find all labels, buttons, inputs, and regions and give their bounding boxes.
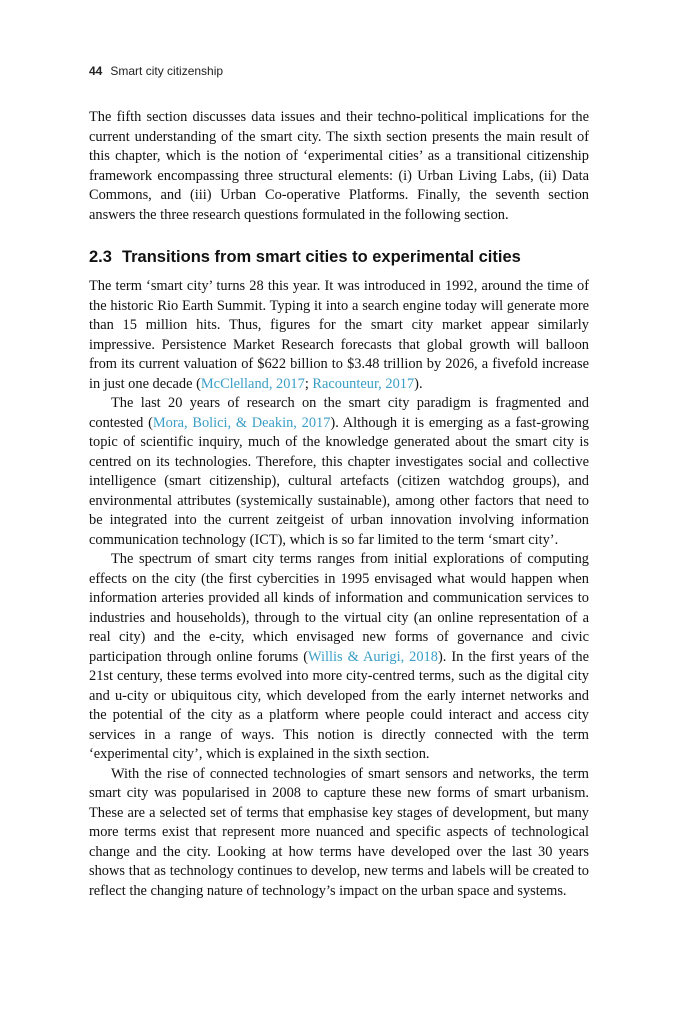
- section-number: 2.3: [89, 248, 112, 266]
- paragraph-4: With the rise of connected technologies of smart sensors and networks, the term smart city was popularised in 2008 to capture these new forms of smart urbanism. These are a selected set of terms that emphasise key stages of development, but many more terms exist that represent more nuanced and specific aspects of technological change and the city. Looking at how terms have developed over the last 30 years shows that as technology continues to develop, new terms and labels will be created to reflect the changing nature of technology’s impact on the urban space and systems.: [89, 765, 589, 899]
- section-heading: [89, 247, 589, 267]
- citation-mcclelland[interactable]: McClelland, 2017: [200, 375, 305, 392]
- intro-paragraph: The fifth section discusses data issues and their techno-political implications for the current understanding of the smart city. The sixth section presents the main result of this chapter, which is the notion of ‘experimental cities’ as a transitional citizenship framework encompassing three structural elements: (i) Urban Living Labs, (ii) Data Commons, and (iii) Urban Co-operative Platforms. Finally, the seventh section answers the three research questions formulated in the following section.: [89, 109, 589, 223]
- paragraph-3: The spectrum of smart city terms ranges from initial explorations of computing effects on the city (the first cybercities in 1995 envisaged what would happen when information arteries provided all kinds of information and communication services to industries and households), through to the virtual city (an online representation of a real city) and the e-city, which envisaged new forms of governance and civic participation through online forums (Willis & Aurigi, 2018). In the first years of the 21st century, these terms evolved into more city-centred terms, such as the digital city and u-city or ubiquitous city, which developed from the early internet networks and the potential of the city as a platform where people could interact and access city services in a range of ways. This notion is directly connected with the term ‘experimental city’, which is explained in the sixth section.: [89, 551, 589, 762]
- citation-racounteur[interactable]: Racounteur, 2017: [312, 375, 415, 392]
- running-header: [89, 64, 223, 78]
- running-title: Smart city citizenship: [110, 64, 224, 78]
- citation-willis[interactable]: Willis & Aurigi, 2018: [308, 648, 438, 665]
- body-text: [89, 108, 589, 901]
- section-title: Transitions from smart cities to experimental cities: [121, 248, 521, 266]
- paragraph-1: The term ‘smart city’ turns 28 this year. It was introduced in 1992, around the time of the historic Rio Earth Summit. Typing it into a search engine today will generate more than 15 million hits. Thus, figures for the smart city market appear similarly impressive. Persistence Market Research forecasts that global growth will balloon from its current valuation of $622 billion to $3.48 trillion by 2026, a fivefold increase in just one decade (McClelland, 2017; Racounteur, 2017).: [89, 278, 589, 392]
- page-number: 44: [89, 64, 103, 78]
- citation-mora[interactable]: Mora, Bolici, & Deakin, 2017: [152, 414, 331, 431]
- paragraph-2: The last 20 years of research on the smart city paradigm is fragmented and contested (Mora, Bolici, & Deakin, 2017). Although it is emerging as a fast-growing topic of scientific inquiry, much of the knowledge generated about the smart city is centred on its technologies. Therefore, this chapter investigates social and collective intelligence (smart citizenship), cultural artefacts (citizen watchdog groups), and environmental attributes (systemically sustainable), among other factors that need to be integrated into the current zeitgeist of urban innovation involving information communication technology (ICT), which is so far limited to the term ‘smart city’.: [89, 395, 590, 548]
